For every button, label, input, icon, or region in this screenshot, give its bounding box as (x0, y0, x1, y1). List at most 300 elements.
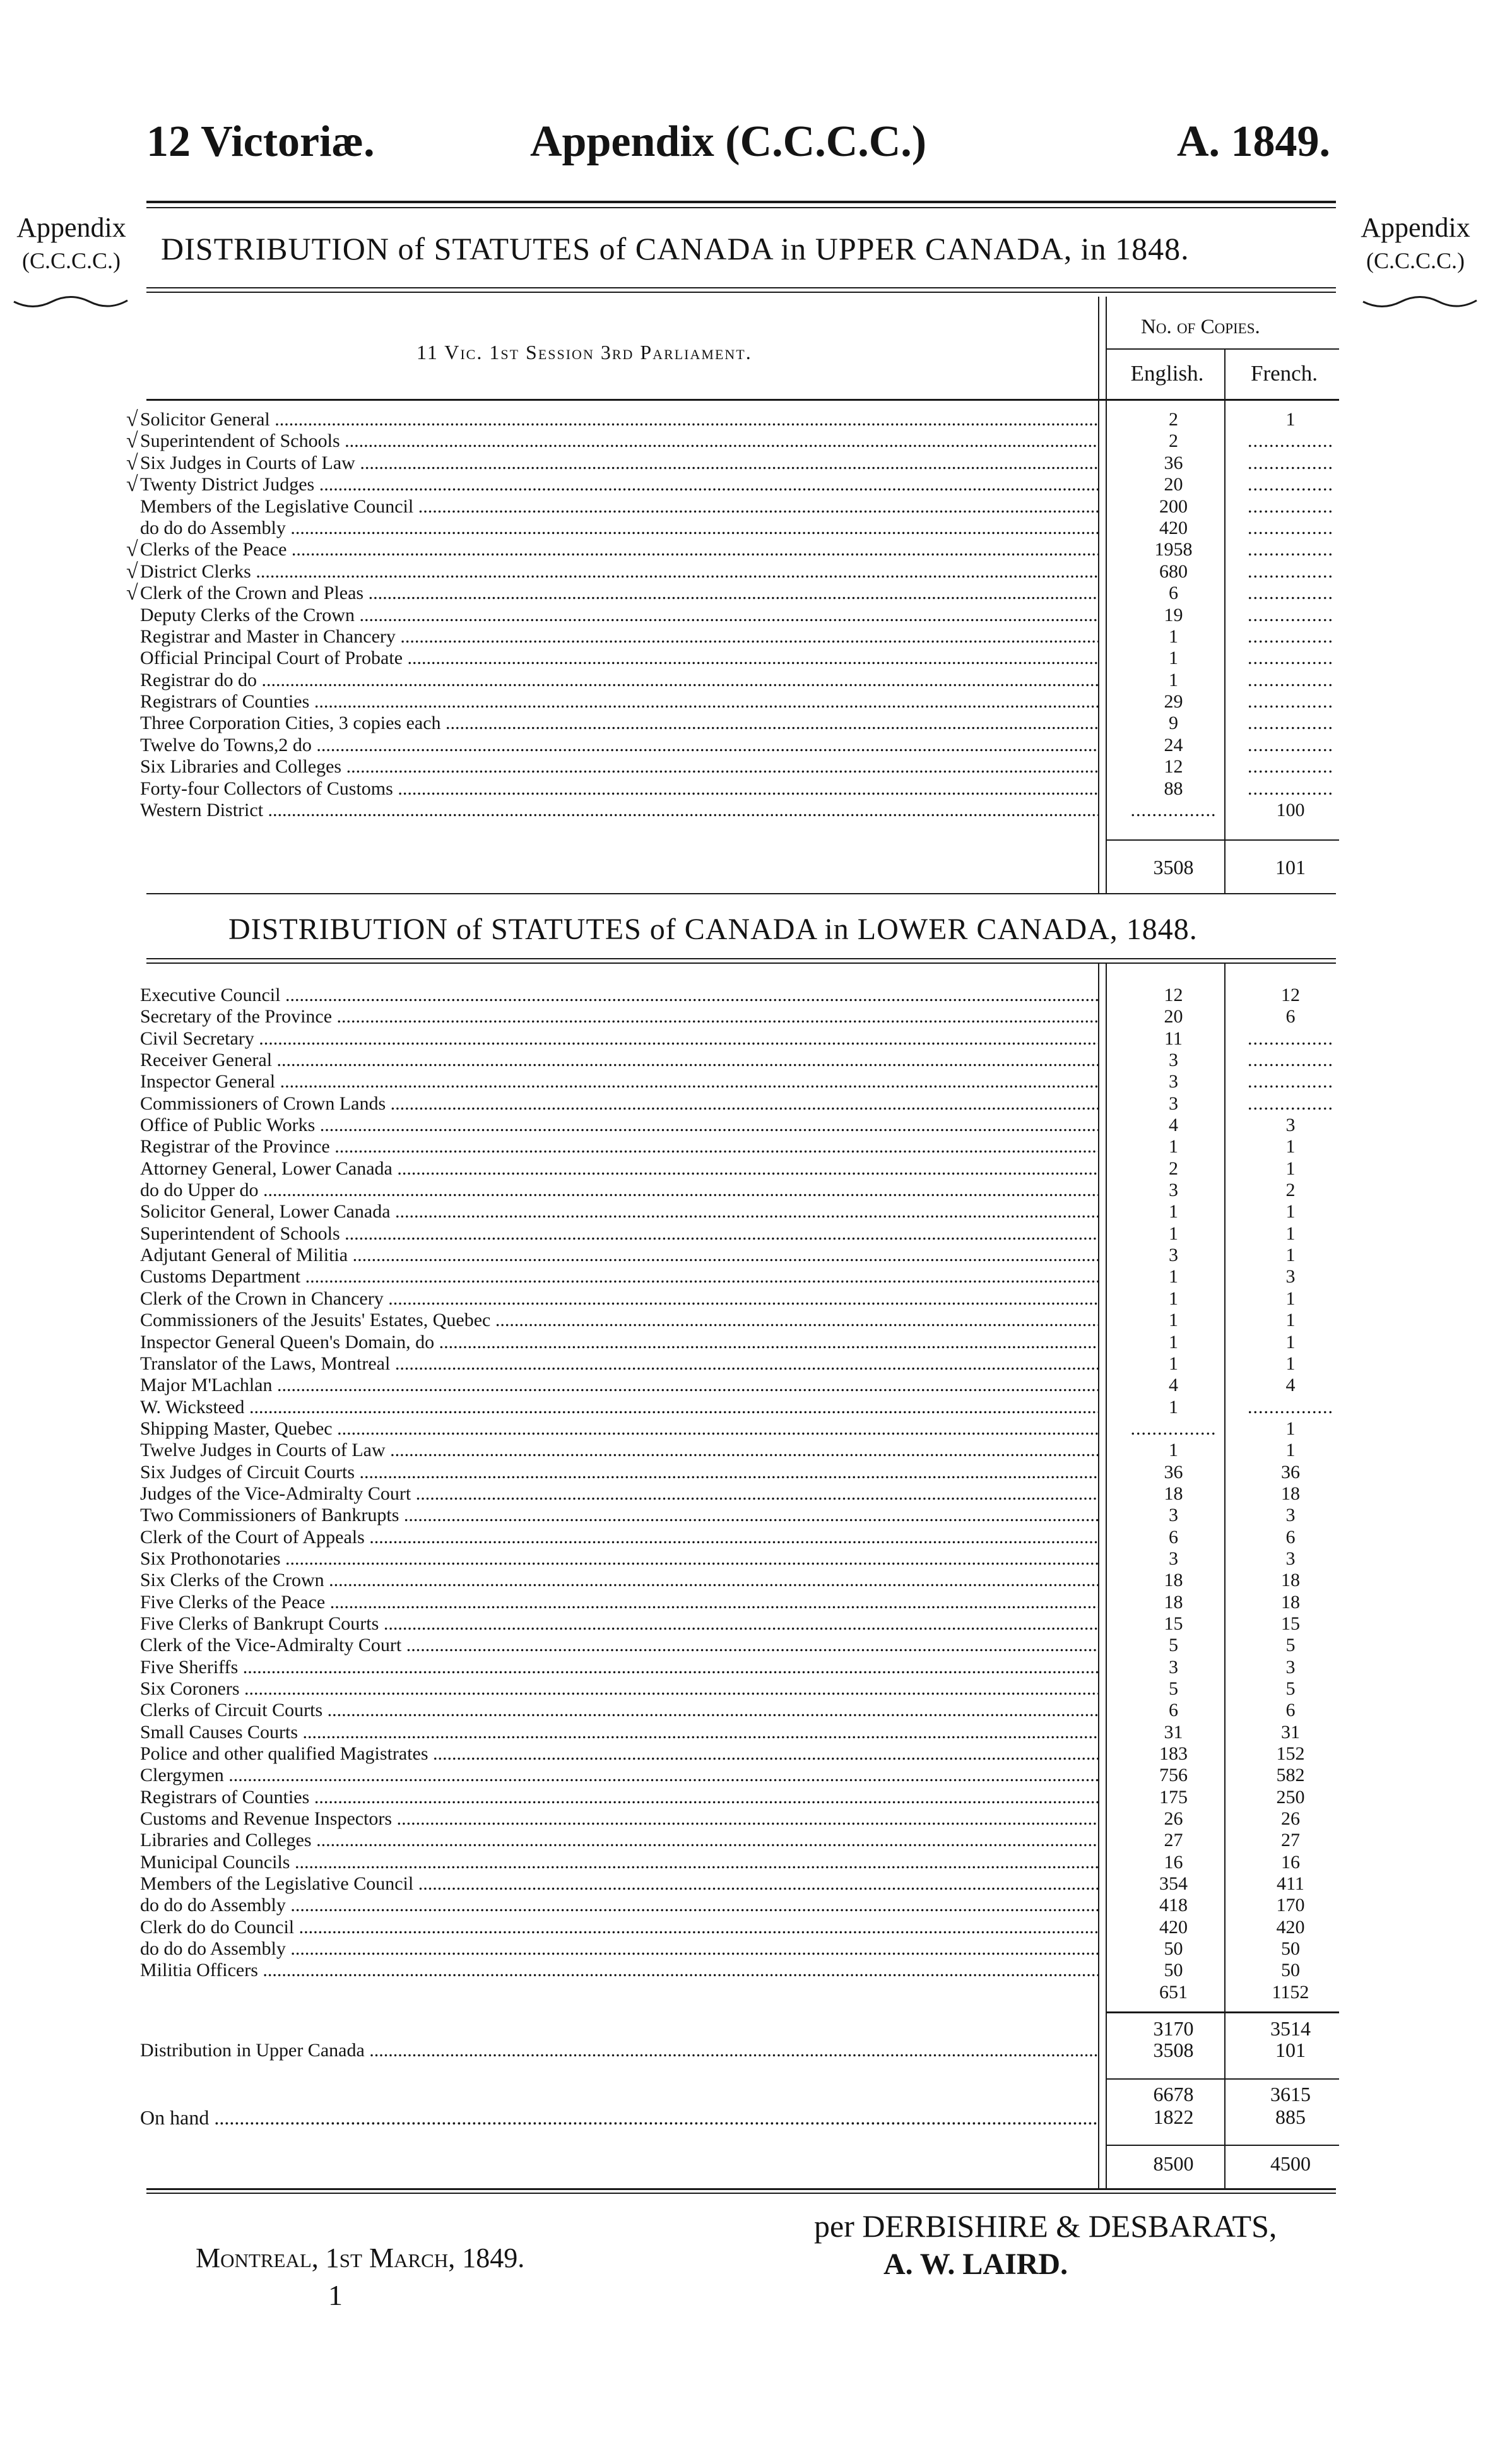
english-copies: 1 (1169, 1331, 1178, 1353)
english-copies: 19 (1164, 604, 1183, 625)
english-copies: 3 (1169, 1093, 1178, 1114)
english-copies: 3 (1169, 1548, 1178, 1569)
english-copies: 12 (1164, 756, 1183, 778)
english-copies: 1 (1169, 625, 1178, 647)
french-copies: ................ (1248, 430, 1333, 452)
side-note-label: Appendix (1361, 212, 1470, 243)
table-row (140, 1722, 1349, 1743)
table-row (140, 713, 1349, 734)
row-label: Attorney General, Lower Canada ..... (140, 1158, 1098, 1180)
english-copies: 16 (1164, 1851, 1183, 1873)
table-row (140, 1028, 1349, 1050)
row-label: Clerks of Circuit Courts ..... (140, 1700, 1098, 1721)
english-copies: 420 (1159, 517, 1188, 538)
french-copies: ................ (1248, 539, 1333, 560)
row-label: W. Wicksteed ..... (140, 1397, 1098, 1418)
row-label: Clergymen ..... (140, 1765, 1098, 1786)
header-regnal-year: 12 Victoriæ. (146, 117, 375, 166)
title-rule (146, 958, 1336, 959)
french-copies: ................ (1248, 713, 1333, 734)
french-copies: 1 (1285, 1223, 1296, 1244)
table-row (126, 451, 1349, 475)
row-label: Five Sheriffs ..... (140, 1657, 1098, 1678)
upper-distribution-english: 3508 (1153, 2039, 1194, 2061)
french-copies: 18 (1281, 1591, 1300, 1613)
table-row (140, 1548, 1349, 1570)
table-row (140, 756, 1349, 778)
row-label: Judges of the Vice-Admiralty Court ..... (140, 1483, 1098, 1505)
table-row (140, 735, 1349, 756)
checkmark-icon: √ (126, 429, 138, 453)
lower-canada-table (140, 985, 1349, 2003)
title-rule (146, 962, 1336, 964)
table-row (140, 1808, 1349, 1830)
row-label: Office of Public Works ..... (140, 1115, 1098, 1136)
english-copies: 4 (1169, 1115, 1178, 1136)
french-copies: 3 (1285, 1548, 1296, 1569)
table-row (126, 429, 1349, 453)
row-label: Three Corporation Cities, 3 copies each ..... (140, 713, 1098, 734)
row-label: Translator of the Laws, Montreal ..... (140, 1353, 1098, 1375)
row-label: Official Principal Court of Probate ..... (140, 648, 1098, 669)
french-copies: ................ (1248, 1050, 1333, 1071)
row-label: Distribution in Upper Canada ..... (140, 2040, 1098, 2061)
french-copies: 5 (1285, 1678, 1296, 1699)
table-row (140, 1375, 1349, 1396)
french-copies: 152 (1276, 1743, 1305, 1765)
french-copies: 50 (1281, 1960, 1300, 1981)
row-label: Registrar do do ..... (140, 670, 1098, 691)
upper-total-french: 101 (1275, 856, 1306, 879)
row-label: Registrar and Master in Chancery ..... (140, 626, 1098, 648)
french-copies: ................ (1248, 604, 1333, 625)
row-label: Customs Department ..... (140, 1266, 1098, 1288)
french-copies: 1 (1285, 1331, 1296, 1353)
english-copies: 2 (1169, 430, 1178, 452)
english-copies: 36 (1164, 1461, 1183, 1483)
english-copies: 2 (1169, 409, 1178, 430)
upper-canada-title: DISTRIBUTION of STATUTES of CANADA in UPPER CANADA, in 1848. (161, 231, 1190, 266)
table-row (126, 473, 1349, 497)
french-copies: ................ (1248, 474, 1333, 495)
table-row (140, 1180, 1349, 1201)
row-label: Registrars of Counties ..... (140, 1787, 1098, 1808)
french-copies: 6 (1285, 1526, 1296, 1548)
row-label: Western District ..... (140, 800, 1098, 821)
copies-heading-rule (1106, 348, 1339, 350)
french-copies: 26 (1281, 1808, 1300, 1830)
english-copies: 20 (1164, 474, 1183, 495)
english-copies: 26 (1164, 1808, 1183, 1830)
row-label: Twelve Judges in Courts of Law ..... (140, 1440, 1098, 1461)
french-copies: 1 (1285, 409, 1296, 430)
row-label: Clerk of the Vice-Admiralty Court ..... (140, 1635, 1098, 1656)
flourish-icon (1357, 289, 1483, 314)
row-label: Members of the Legislative Council ..... (140, 1873, 1098, 1895)
english-copies: 11 (1164, 1028, 1183, 1049)
english-copies: 1 (1169, 1396, 1178, 1418)
session-heading: 11 Vic. 1st Session 3rd Parliament. (416, 341, 752, 364)
table-row (140, 1570, 1349, 1591)
french-copies: 1 (1285, 1418, 1296, 1439)
sum-french: 3615 (1270, 2083, 1311, 2105)
table-row (140, 1787, 1349, 1808)
row-label: Solicitor General, Lower Canada ..... (140, 1201, 1098, 1223)
table-row (140, 626, 1349, 648)
section-rule (146, 893, 1336, 894)
table-row (140, 670, 1349, 691)
french-copies: ................ (1248, 1396, 1333, 1418)
row-label: do do do Assembly ..... (140, 1895, 1098, 1916)
title-rule (146, 292, 1336, 293)
header-rule-bottom (146, 207, 1336, 208)
table-row (140, 1700, 1349, 1721)
sum-rule (1106, 2078, 1339, 2080)
row-label: Solicitor General ..... (140, 409, 1098, 430)
table-row (140, 1245, 1349, 1266)
side-note-ref: (C.C.C.C.) (21, 248, 121, 273)
row-label: Small Causes Courts ..... (140, 1722, 1098, 1743)
english-copies: 1 (1169, 1440, 1178, 1461)
english-copies: 18 (1164, 1591, 1183, 1613)
signer-name: A. W. LAIRD. (883, 2248, 1068, 2281)
table-row (140, 1592, 1349, 1613)
english-copies: 1958 (1154, 539, 1193, 560)
french-copies: 170 (1276, 1895, 1305, 1916)
row-label: Six Libraries and Colleges ..... (140, 756, 1098, 778)
french-copies: 15 (1281, 1613, 1300, 1634)
footer-rule (146, 2193, 1336, 2194)
english-copies: 6 (1169, 1526, 1178, 1548)
english-copies: 183 (1159, 1743, 1188, 1765)
table-row (140, 1353, 1349, 1375)
checkmark-icon: √ (126, 581, 138, 605)
english-copies: 18 (1164, 1483, 1183, 1504)
table-row (140, 648, 1349, 669)
grand-total-english: 8500 (1153, 2152, 1194, 2175)
french-copies: 100 (1276, 800, 1305, 821)
english-copies: 3 (1169, 1245, 1178, 1266)
english-copies: 1 (1169, 669, 1178, 690)
table-row (140, 1505, 1349, 1526)
row-label: Superintendent of Schools ..... (140, 1223, 1098, 1245)
row-label: Two Commissioners of Bankrupts ..... (140, 1505, 1098, 1526)
table-row (140, 1678, 1349, 1700)
table-row (140, 1462, 1349, 1483)
english-copies: 20 (1164, 1006, 1183, 1028)
subtotal-rule (1106, 2011, 1339, 2013)
french-copies: 2 (1285, 1180, 1296, 1201)
english-copies: ................ (1130, 800, 1217, 821)
row-label: Five Clerks of the Peace ..... (140, 1592, 1098, 1613)
column-header-rule (146, 399, 1339, 401)
table-row (140, 1288, 1349, 1310)
row-label: Municipal Councils ..... (140, 1852, 1098, 1873)
english-copies: 5 (1169, 1635, 1178, 1656)
english-copies: 6 (1169, 583, 1178, 604)
english-copies: 15 (1164, 1613, 1183, 1634)
table-row (140, 1635, 1349, 1656)
table-row (140, 1158, 1349, 1180)
french-copies: 1 (1285, 1440, 1296, 1461)
french-copies: ................ (1248, 1028, 1333, 1049)
french-copies: 3 (1285, 1115, 1296, 1136)
row-label: Adjutant General of Militia ..... (140, 1245, 1098, 1266)
english-copies: 420 (1159, 1916, 1188, 1938)
row-label: Deputy Clerks of the Crown ..... (140, 605, 1098, 626)
english-copies: 3 (1169, 1180, 1178, 1201)
french-copies: ................ (1248, 517, 1333, 538)
english-copies: 2 (1169, 1158, 1178, 1179)
english-copies: 27 (1164, 1830, 1183, 1851)
english-copies: 200 (1159, 495, 1188, 517)
row-label: Registrar of the Province ..... (140, 1136, 1098, 1158)
french-copies: 27 (1281, 1830, 1300, 1851)
french-copies: ................ (1248, 452, 1333, 473)
table-row (140, 1895, 1349, 1916)
footer-rule (146, 2188, 1336, 2190)
french-copies: 1 (1285, 1310, 1296, 1331)
table-row (140, 1397, 1349, 1418)
date-line: Montreal, 1st March, 1849. (196, 2242, 525, 2273)
english-copies: 1 (1169, 1288, 1178, 1309)
english-copies: 3 (1169, 1656, 1178, 1678)
english-copies: ................ (1130, 1418, 1217, 1439)
french-copies: 1152 (1272, 1981, 1309, 2003)
table-row (140, 1657, 1349, 1678)
table-row (140, 1006, 1349, 1028)
french-copies: 411 (1277, 1873, 1304, 1895)
french-copies: 18 (1281, 1570, 1300, 1591)
table-row (140, 518, 1349, 539)
title-rule (146, 287, 1336, 288)
english-copies: 24 (1164, 734, 1183, 755)
row-label: Clerk of the Crown in Chancery ..... (140, 1288, 1098, 1310)
row-label: Inspector General ..... (140, 1071, 1098, 1093)
english-copies: 680 (1159, 560, 1188, 582)
row-label: Clerk do do Council ..... (140, 1917, 1098, 1938)
flourish-icon (8, 289, 134, 314)
row-label: Forty-four Collectors of Customs ..... (140, 778, 1098, 800)
french-copies: 1 (1285, 1201, 1296, 1223)
french-copies: ................ (1248, 778, 1333, 799)
row-label: do do do Assembly ..... (140, 518, 1098, 539)
english-copies: 50 (1164, 1938, 1183, 1960)
copies-heading: No. of Copies. (1141, 316, 1260, 338)
table-row (140, 778, 1349, 800)
table-row (140, 1917, 1349, 1938)
row-label: Executive Council ..... (140, 985, 1098, 1006)
upper-total-english: 3508 (1153, 856, 1194, 879)
row-label: Registrars of Counties ..... (140, 691, 1098, 713)
lower-subtotal-english: 3170 (1153, 2017, 1194, 2040)
english-column-heading: English. (1130, 361, 1204, 386)
table-row (126, 538, 1349, 562)
english-copies: 1 (1169, 1201, 1178, 1223)
table-row (140, 1332, 1349, 1353)
french-copies: ................ (1248, 560, 1333, 582)
row-label: Police and other qualified Magistrates ..... (140, 1743, 1098, 1765)
checkmark-icon: √ (126, 451, 138, 475)
on-hand-french: 885 (1275, 2105, 1306, 2128)
english-copies: 3 (1169, 1050, 1178, 1071)
french-copies: 1 (1285, 1245, 1296, 1266)
table-row (140, 1613, 1349, 1635)
row-label: Customs and Revenue Inspectors ..... (140, 1808, 1098, 1830)
table-row (140, 1483, 1349, 1505)
english-copies: 756 (1159, 1765, 1188, 1786)
table-row (140, 1765, 1349, 1786)
table-row (140, 1830, 1349, 1851)
table-row (140, 691, 1349, 713)
french-copies: ................ (1248, 1071, 1333, 1093)
english-copies: 88 (1164, 778, 1183, 799)
row-label: Secretary of the Province ..... (140, 1006, 1098, 1028)
row-label: Civil Secretary ..... (140, 1028, 1098, 1050)
french-copies: ................ (1248, 691, 1333, 713)
side-note-right (1349, 211, 1482, 277)
row-label: Six Judges in Courts of Law ..... (140, 453, 1098, 474)
header-year: A. 1849. (1177, 117, 1331, 166)
french-copies: 18 (1281, 1483, 1300, 1504)
french-copies: ................ (1248, 669, 1333, 690)
table-row (140, 1743, 1349, 1765)
english-copies: 1 (1169, 1353, 1178, 1374)
table-row (126, 408, 1349, 431)
french-copies: 12 (1281, 985, 1300, 1005)
english-copies: 418 (1159, 1895, 1188, 1916)
table-row (140, 1852, 1349, 1873)
row-label: Commissioners of Crown Lands ..... (140, 1093, 1098, 1115)
checkmark-icon: √ (126, 408, 138, 431)
english-copies: 36 (1164, 452, 1183, 473)
printer-credit: per DERBISHIRE & DESBARATS, (814, 2208, 1277, 2244)
grand-total-french: 4500 (1270, 2152, 1311, 2175)
row-label: Six Prothonotaries ..... (140, 1548, 1098, 1570)
table-row (140, 1201, 1349, 1223)
french-copies: ................ (1248, 495, 1333, 517)
table-row (140, 605, 1349, 626)
english-copies: 4 (1169, 1375, 1178, 1396)
french-copies: 3 (1285, 1656, 1296, 1678)
row-label: Clerk of the Crown and Pleas ..... (140, 583, 1098, 604)
row-label: Superintendent of Schools ..... (140, 430, 1098, 452)
row-label: Major M'Lachlan ..... (140, 1375, 1098, 1396)
french-copies: 31 (1281, 1721, 1300, 1743)
table-row (140, 1050, 1349, 1071)
row-label: Clerk of the Court of Appeals ..... (140, 1527, 1098, 1548)
french-copies: 6 (1285, 1700, 1296, 1721)
table-row (140, 1527, 1349, 1548)
english-copies: 1 (1169, 1223, 1178, 1244)
table-row (140, 1418, 1349, 1440)
checkmark-icon: √ (126, 538, 138, 562)
french-copies: 1 (1285, 1136, 1296, 1158)
page-number: 1 (328, 2279, 343, 2311)
french-copies: 16 (1281, 1851, 1300, 1873)
table-row (126, 559, 1349, 583)
french-copies: ................ (1248, 583, 1333, 604)
row-label: Twenty District Judges ..... (140, 474, 1098, 495)
row-label: Commissioners of the Jesuits' Estates, Quebec ..... (140, 1310, 1098, 1331)
side-note-left (5, 211, 138, 277)
french-copies: 3 (1285, 1266, 1296, 1288)
checkmark-icon: √ (126, 559, 138, 583)
header-rule-top (146, 201, 1336, 203)
french-copies: 5 (1285, 1635, 1296, 1656)
row-label: Six Clerks of the Crown ..... (140, 1570, 1098, 1591)
lower-subtotal-french: 3514 (1270, 2017, 1311, 2040)
english-copies: 651 (1159, 1981, 1188, 2003)
table-row (140, 800, 1349, 821)
side-note-ref: (C.C.C.C.) (1366, 248, 1465, 273)
side-note-label: Appendix (16, 212, 126, 243)
table-row (140, 985, 1349, 1006)
table-row (140, 1960, 1349, 1981)
table-row (140, 1982, 1349, 2003)
sum-english: 6678 (1153, 2083, 1194, 2105)
table-row (140, 1115, 1349, 1136)
english-copies: 12 (1164, 985, 1183, 1005)
row-label: On hand ..... (140, 2107, 1098, 2128)
table-row (140, 1873, 1349, 1895)
table-row (140, 1071, 1349, 1093)
french-copies: 250 (1276, 1786, 1305, 1808)
table-row (140, 1938, 1349, 1960)
english-copies: 1 (1169, 1310, 1178, 1331)
row-label: District Clerks ..... (140, 561, 1098, 583)
french-copies: 50 (1281, 1938, 1300, 1960)
row-label: Receiver General ..... (140, 1050, 1098, 1071)
french-copies: 6 (1285, 1006, 1296, 1028)
english-copies: 29 (1164, 691, 1183, 713)
english-copies: 1 (1169, 1136, 1178, 1158)
french-copies: 4 (1285, 1375, 1296, 1396)
row-label: Inspector General Queen's Domain, do ..... (140, 1332, 1098, 1353)
english-copies: 31 (1164, 1721, 1183, 1743)
row-label: Shipping Master, Quebec ..... (140, 1418, 1098, 1440)
french-copies: ................ (1248, 756, 1333, 778)
row-label: Libraries and Colleges ..... (140, 1830, 1098, 1851)
row-label: do do Upper do ..... (140, 1180, 1098, 1201)
english-copies: 3 (1169, 1071, 1178, 1093)
row-label: do do do Assembly ..... (140, 1938, 1098, 1960)
french-copies: 36 (1281, 1461, 1300, 1483)
upper-canada-table (126, 408, 1349, 821)
row-label: Twelve do Towns,2 do ..... (140, 735, 1098, 756)
row-label: Six Coroners ..... (140, 1678, 1098, 1700)
row-label: Six Judges of Circuit Courts ..... (140, 1462, 1098, 1483)
english-copies: 18 (1164, 1570, 1183, 1591)
french-copies: ................ (1248, 648, 1333, 669)
grand-total-rule (1106, 2145, 1339, 2146)
checkmark-icon: √ (126, 473, 138, 497)
english-copies: 50 (1164, 1960, 1183, 1981)
table-row (140, 1136, 1349, 1158)
row-label: Clerks of the Peace ..... (140, 539, 1098, 560)
row-label: Members of the Legislative Council ..... (140, 496, 1098, 518)
english-copies: 1 (1169, 648, 1178, 669)
table-row (140, 1266, 1349, 1288)
french-copies: 420 (1276, 1916, 1305, 1938)
total-rule (1106, 839, 1339, 841)
header-appendix: Appendix (C.C.C.C.) (530, 117, 927, 166)
french-copies: 1 (1285, 1158, 1296, 1179)
table-row (140, 496, 1349, 518)
row-label: Militia Officers ..... (140, 1960, 1098, 1981)
table-row (126, 581, 1349, 605)
english-copies: 354 (1159, 1873, 1188, 1895)
